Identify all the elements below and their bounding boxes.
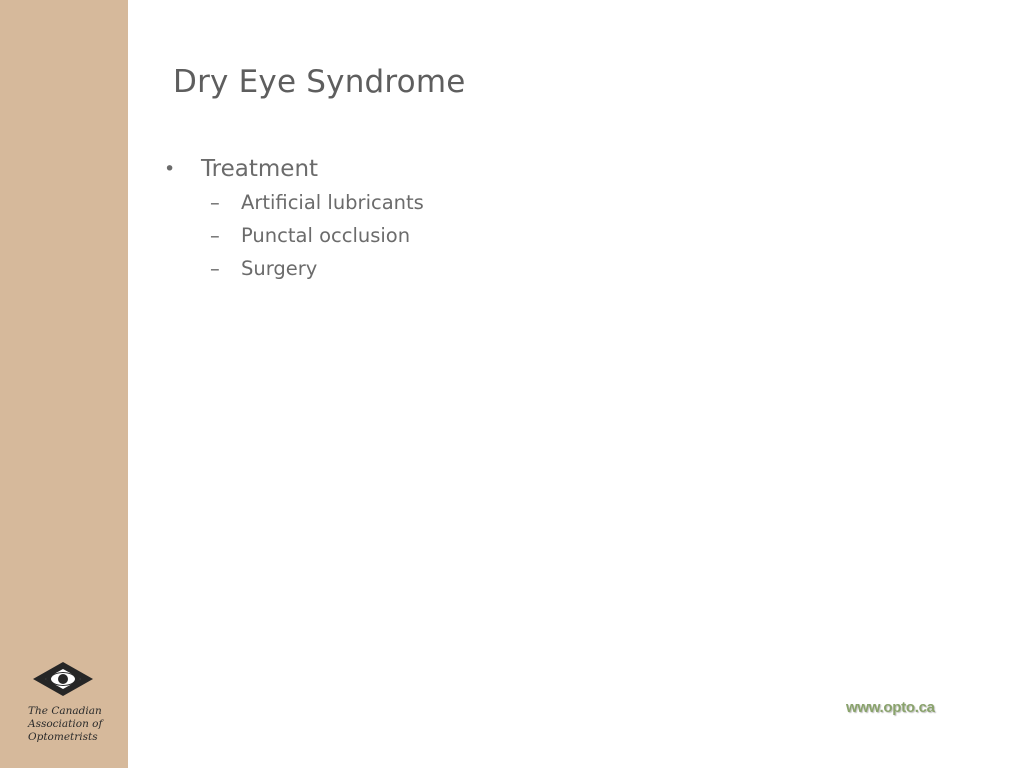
eye-diamond-icon — [31, 660, 95, 698]
website-link[interactable]: www.opto.ca — [846, 699, 935, 716]
bullet-item — [160, 152, 424, 285]
sub-bullet-item — [201, 219, 424, 252]
bullet-marker: • — [164, 158, 176, 180]
logo-text — [28, 705, 103, 744]
logo-line: Association of — [28, 718, 103, 730]
sub-bullet-item — [201, 252, 424, 285]
bullet-text: Treatment — [201, 156, 319, 182]
dash-marker: – — [210, 224, 220, 247]
sub-bullet-item — [201, 186, 424, 219]
logo-line: The Canadian — [28, 705, 102, 717]
sub-bullet-text: Artificial lubricants — [241, 191, 424, 214]
dash-marker: – — [210, 257, 220, 280]
side-bar — [0, 0, 128, 768]
cao-logo — [28, 660, 103, 744]
dash-marker: – — [210, 191, 220, 214]
bullet-list — [160, 152, 424, 285]
slide-title: Dry Eye Syndrome — [173, 64, 466, 100]
sub-bullet-list — [201, 186, 424, 285]
logo-line: Optometrists — [28, 731, 98, 743]
sub-bullet-text: Surgery — [241, 257, 318, 280]
sub-bullet-text: Punctal occlusion — [241, 224, 411, 247]
